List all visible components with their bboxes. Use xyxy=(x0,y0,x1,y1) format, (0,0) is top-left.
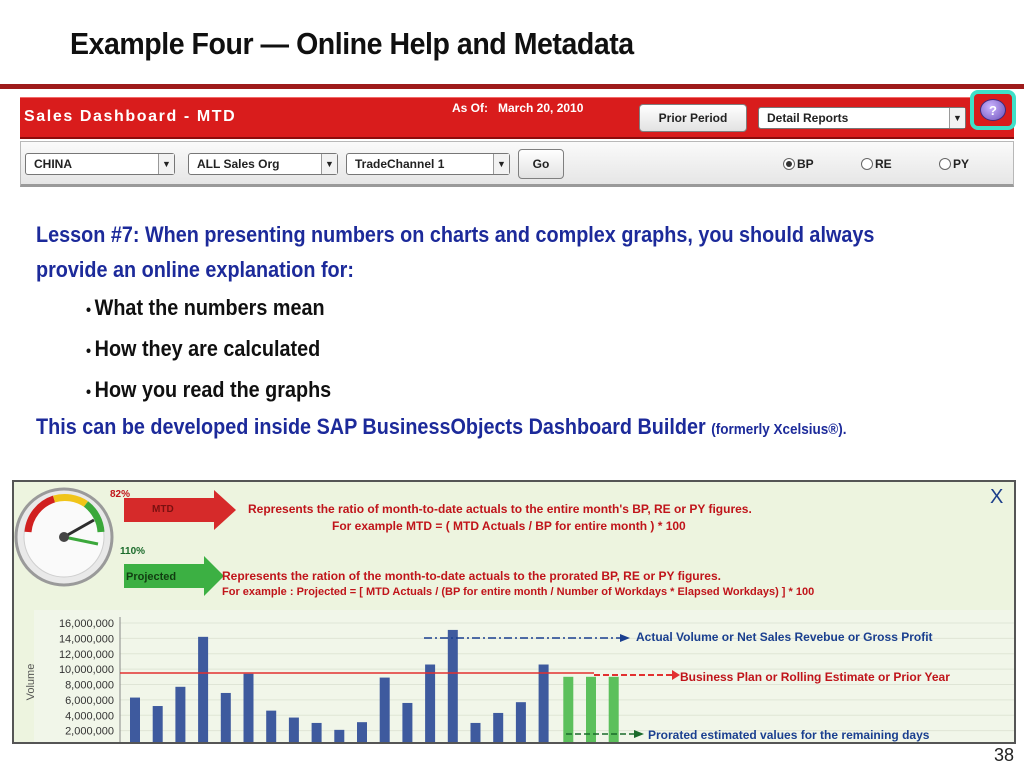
as-of-caption: As Of: xyxy=(452,101,488,115)
bar-actual xyxy=(539,665,549,744)
y-tick-label: 10,000,000 xyxy=(58,664,114,677)
bar-actual xyxy=(289,718,299,744)
bar-actual xyxy=(175,687,185,744)
bullet-item: • What the numbers mean xyxy=(86,295,325,320)
mtd-arrow-label: MTD xyxy=(152,504,174,515)
bar-actual xyxy=(493,713,503,744)
sales-org-value: ALL Sales Org xyxy=(197,157,280,171)
projected-description: Represents the ration of the month-to-date actuals to the prorated BP, RE or PY figures. xyxy=(222,569,721,583)
y-tick-label: 12,000,000 xyxy=(58,648,114,661)
slide-title: Example Four — Online Help and Metadata xyxy=(70,26,634,61)
chevron-down-icon: ▼ xyxy=(493,154,509,174)
chevron-down-icon: ▼ xyxy=(158,154,174,174)
mtd-formula: For example MTD = ( MTD Actuals / BP for entire month ) * 100 xyxy=(332,519,686,533)
bar-actual xyxy=(448,630,458,744)
bullet-item: • How you read the graphs xyxy=(86,377,332,402)
lesson-text: Lesson #7: When presenting numbers on charts and complex graphs, you should always provide an online explanation for: xyxy=(36,222,875,282)
detail-reports-select[interactable] xyxy=(758,107,966,129)
projected-arrow-label: Projected xyxy=(126,571,177,583)
actual-callout: Actual Volume or Net Sales Revebue or Gross Profit xyxy=(636,630,933,644)
lesson-bullets xyxy=(86,290,358,413)
radio-py[interactable] xyxy=(939,157,969,171)
bullet-text: What the numbers mean xyxy=(94,295,325,320)
closing-text xyxy=(36,414,846,440)
gauge-icon xyxy=(16,489,112,585)
radio-dot xyxy=(939,158,951,170)
mtd-description: Represents the ratio of month-to-date actuals to the entire month's BP, RE or PY figures. xyxy=(248,502,752,516)
chevron-down-icon: ▼ xyxy=(949,108,965,128)
bullet-text: How they are calculated xyxy=(94,336,321,361)
page-number: 38 xyxy=(993,745,1014,765)
as-of-date: March 20, 2010 xyxy=(498,101,584,115)
detail-reports-value: Detail Reports xyxy=(767,111,849,125)
dashboard-title: Sales Dashboard - MTD xyxy=(24,108,237,125)
question-mark-icon: ? xyxy=(980,99,1006,121)
bullet-item: • How they are calculated xyxy=(86,336,321,361)
gauge-low-label: 110% xyxy=(120,546,146,557)
y-axis-label: Volume xyxy=(25,663,37,701)
title-divider xyxy=(0,84,1024,89)
radio-dot xyxy=(861,158,873,170)
y-tick-label: 16,000,000 xyxy=(58,618,114,630)
dashboard-filter-bar xyxy=(20,141,1014,187)
closing-note: (formerly Xcelsius®). xyxy=(711,421,847,438)
radio-re[interactable] xyxy=(861,157,892,171)
bar-actual xyxy=(221,693,231,744)
country-value: CHINA xyxy=(34,157,72,171)
closing-main: This can be developed inside SAP BusinessObjects Dashboard Builder xyxy=(36,414,706,439)
bar-actual xyxy=(312,723,322,744)
bar-actual xyxy=(153,706,163,744)
y-tick-label: 2,000,000 xyxy=(65,725,114,738)
bar-actual xyxy=(357,722,367,744)
y-tick-label: 6,000,000 xyxy=(65,694,114,707)
bar-actual xyxy=(244,674,254,744)
radio-label: BP xyxy=(797,157,814,171)
bar-actual xyxy=(380,678,390,744)
trade-channel-select[interactable] xyxy=(346,153,510,175)
projected-formula: For example : Projected = [ MTD Actuals / (BP for entire month / Number of Workdays * Elapsed Workdays) ] * 100 xyxy=(222,586,815,598)
trade-channel-value: TradeChannel 1 xyxy=(355,157,445,171)
radio-label: PY xyxy=(953,157,970,171)
radio-dot xyxy=(783,158,795,170)
radio-bp[interactable] xyxy=(783,157,814,171)
bar-actual xyxy=(402,703,412,744)
bar-actual xyxy=(130,698,140,744)
bar-actual xyxy=(334,730,344,744)
bar-actual xyxy=(198,637,208,744)
dashboard-header xyxy=(20,97,1014,139)
y-tick-label: 8,000,000 xyxy=(65,679,114,692)
gauge-high-label: 82% xyxy=(110,489,131,500)
prorated-callout: Prorated estimated values for the remaining days xyxy=(648,728,930,742)
prior-period-button[interactable]: Prior Period xyxy=(639,104,747,132)
as-of-label xyxy=(452,101,583,115)
sales-org-select[interactable] xyxy=(188,153,338,175)
go-button[interactable]: Go xyxy=(518,149,564,179)
help-button[interactable] xyxy=(970,90,1016,130)
bar-actual xyxy=(516,702,526,744)
y-tick-label: 14,000,000 xyxy=(58,633,114,646)
close-button[interactable]: X xyxy=(990,486,1004,508)
country-select[interactable] xyxy=(25,153,175,175)
mtd-arrow xyxy=(124,490,236,530)
plan-callout: Business Plan or Rolling Estimate or Prior Year xyxy=(680,670,950,684)
bullet-text: How you read the graphs xyxy=(94,377,332,402)
chevron-down-icon: ▼ xyxy=(321,154,337,174)
bar-actual xyxy=(425,665,435,744)
y-tick-label: 4,000,000 xyxy=(65,710,114,723)
help-panel xyxy=(12,480,1016,744)
bar-actual xyxy=(471,723,481,744)
bar-actual xyxy=(266,711,276,744)
radio-label: RE xyxy=(875,157,892,171)
